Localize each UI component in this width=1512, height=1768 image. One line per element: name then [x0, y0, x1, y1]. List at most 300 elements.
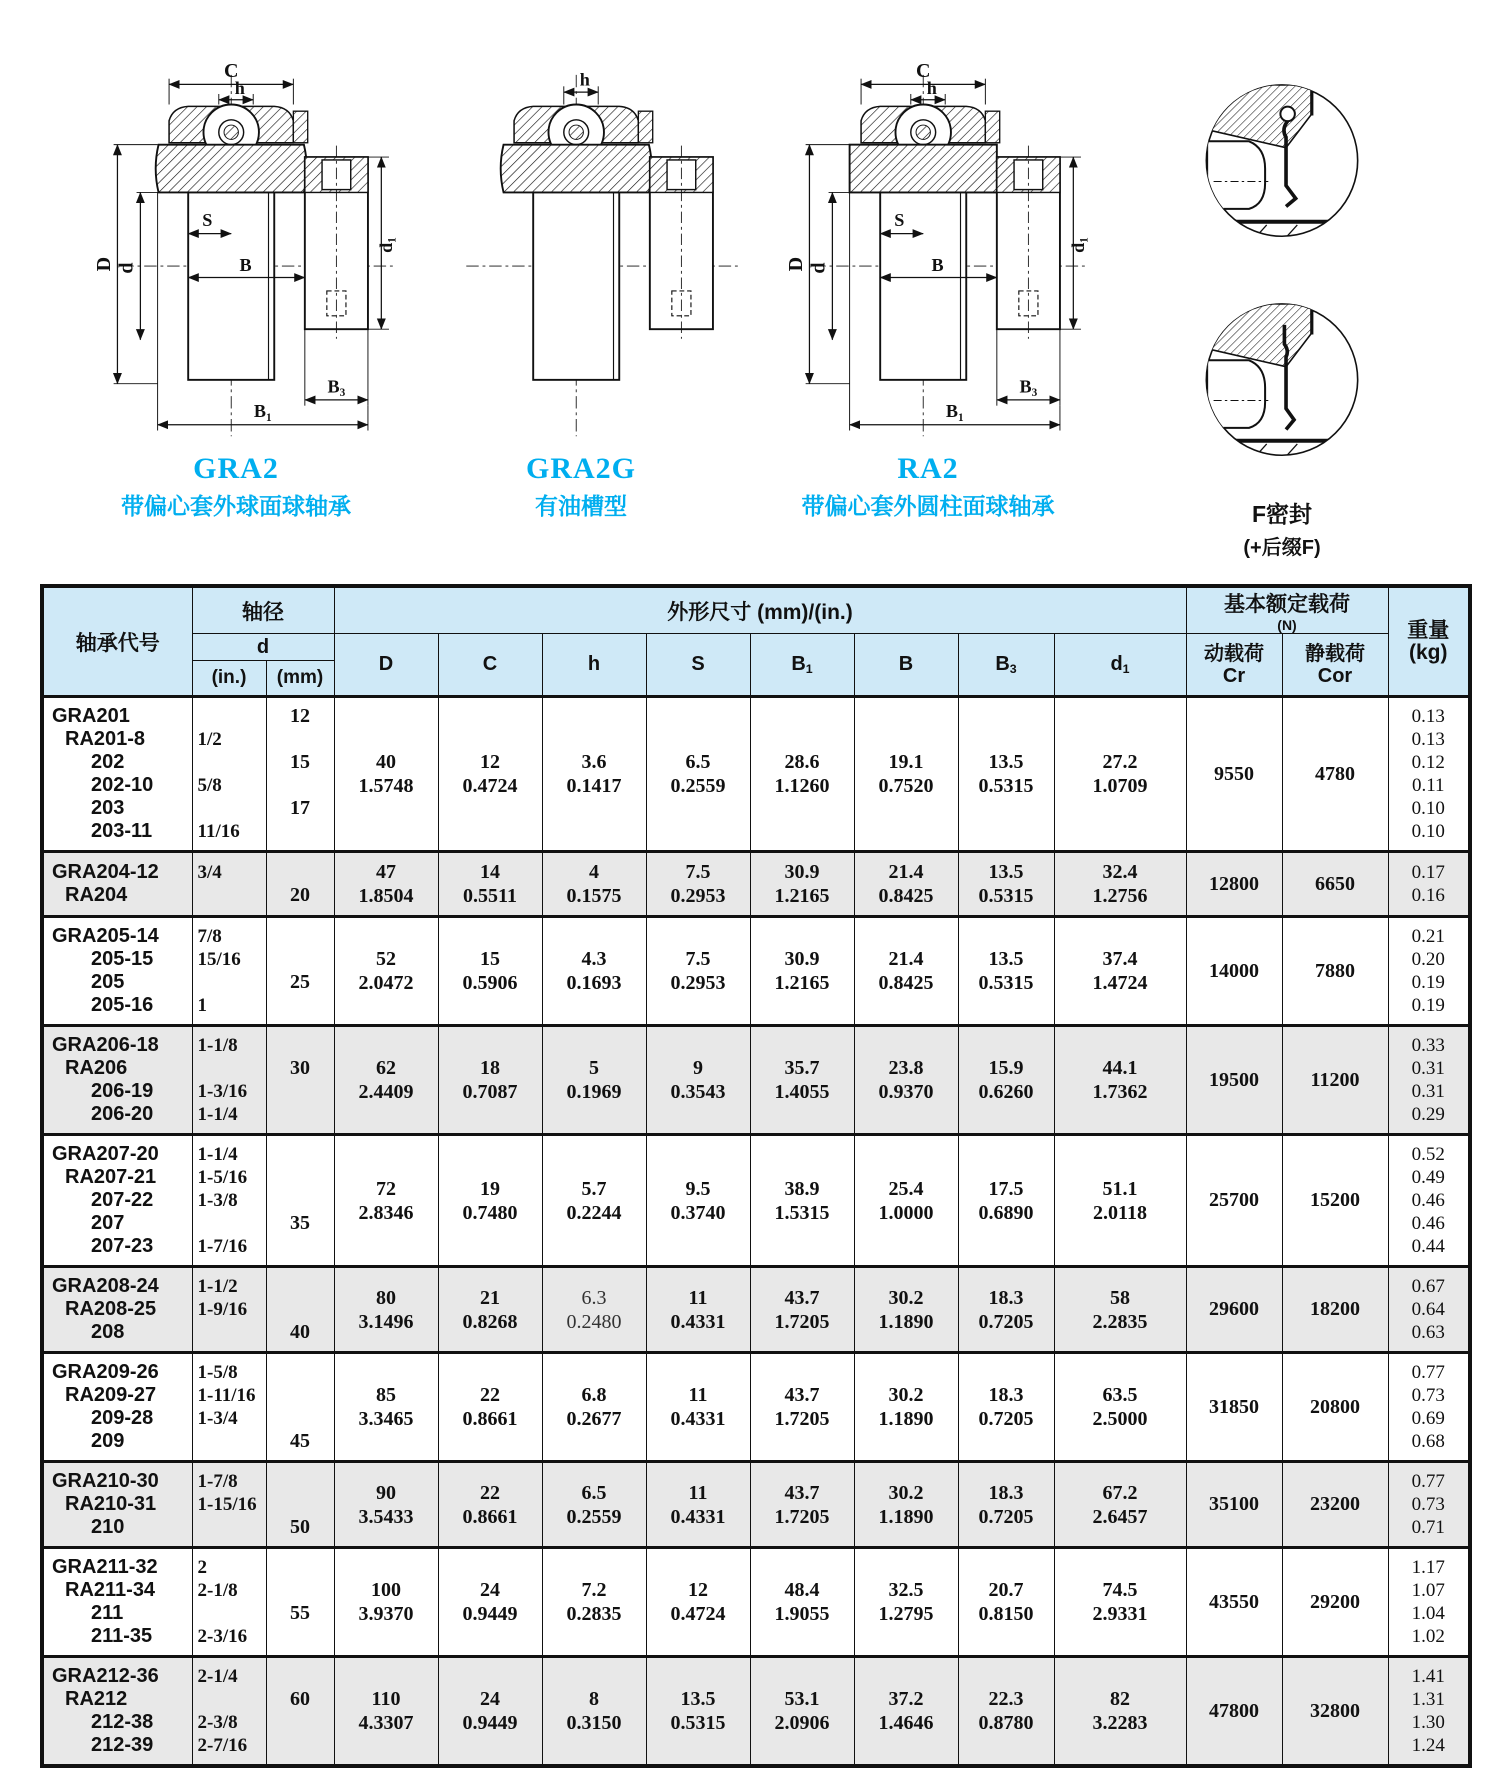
cell-dim-B [854, 1267, 958, 1353]
dim-mm: 37.2 [888, 1688, 924, 1710]
cell-line: 0.69 [1411, 1408, 1445, 1429]
dim-mm: 30.2 [888, 1286, 924, 1309]
cell-line [267, 1734, 334, 1757]
cell-line: 55 [290, 1602, 310, 1624]
dim-mm: 6.3 [581, 1286, 607, 1309]
cell-line: 1-5/16 [197, 1167, 248, 1188]
cell-dynamic-load-cr: 47800 [1186, 1657, 1282, 1767]
svg-text:d: d [115, 262, 138, 274]
cell-line: 0.46 [1411, 1190, 1445, 1211]
dim-mm: 51.1 [1102, 1177, 1138, 1200]
cell-line: RA206 [65, 1057, 128, 1079]
dim-in: 1.7362 [1092, 1081, 1148, 1103]
dim-in: 0.5906 [462, 972, 518, 994]
dim-in: 1.2165 [774, 885, 830, 907]
table-row-group-GRA207-20 [42, 1135, 1470, 1267]
figure-code-label: GRA2 [193, 452, 279, 485]
cell-line: 1/2 [197, 729, 222, 750]
dim-mm: 13.5 [988, 861, 1024, 883]
table-row-group-GRA210-30 [42, 1462, 1470, 1548]
header-load-Cor: 静载荷 Cor [1282, 634, 1388, 697]
dim-in: 3.9370 [358, 1603, 414, 1625]
dim-in: 0.5315 [670, 1712, 726, 1734]
cell-line: 1-9/16 [197, 1299, 248, 1320]
cell-line [267, 994, 334, 1017]
dim-in: 3.2283 [1092, 1712, 1148, 1734]
dim-mm: 28.6 [784, 751, 820, 773]
cell-line [267, 1189, 334, 1212]
cell-dim-d1 [1054, 1267, 1186, 1353]
dim-in: 2.9331 [1092, 1603, 1148, 1625]
cell-line: 35 [290, 1212, 310, 1234]
cell-static-load-cor: 20800 [1282, 1353, 1388, 1462]
dim-in: 1.2795 [878, 1603, 934, 1625]
dim-in: 2.0472 [358, 972, 414, 994]
cell-dim-d1 [1054, 917, 1186, 1026]
dim-in: 0.7520 [878, 775, 934, 797]
dim-mm: 25.4 [888, 1177, 924, 1200]
cell-weight-kg [1388, 1267, 1470, 1353]
cell-line: 0.13 [1411, 706, 1445, 727]
cell-line [267, 861, 334, 884]
dim-mm: 44.1 [1102, 1057, 1138, 1079]
cell-weight-kg [1388, 917, 1470, 1026]
svg-text:h: h [579, 69, 590, 90]
cell-line: 2-1/8 [197, 1580, 238, 1601]
cell-line: 7/8 [197, 926, 222, 947]
dim-mm: 13.5 [680, 1688, 716, 1710]
cell-bearing-codes [42, 917, 192, 1026]
table-row-group-GRA212-36 [42, 1657, 1470, 1767]
cell-line [267, 1166, 334, 1189]
header-dim-d1: $d_1$ [1054, 634, 1186, 697]
cell-static-load-cor: 11200 [1282, 1026, 1388, 1135]
dim-in: 4.3307 [358, 1712, 414, 1734]
cell-shaft-dia-mm [266, 1026, 334, 1135]
cell-shaft-dia-mm [266, 1657, 334, 1767]
cell-line [267, 1298, 334, 1321]
cell-dim-D [334, 1462, 438, 1548]
dim-in: 0.2559 [566, 1505, 622, 1528]
cell-dim-B1 [750, 1267, 854, 1353]
cell-dim-h [542, 1026, 646, 1135]
dim-mm: 24 [480, 1579, 500, 1601]
cell-bearing-codes [42, 1026, 192, 1135]
cell-dynamic-load-cr: 29600 [1186, 1267, 1282, 1353]
cell-line: 2-7/16 [197, 1735, 248, 1756]
cell-dim-B [854, 1462, 958, 1548]
cell-shaft-dia-in [192, 1267, 266, 1353]
dim-mm: 5 [589, 1057, 599, 1079]
cell-line: 202 [91, 751, 125, 773]
dim-mm: 4 [589, 861, 599, 883]
dim-in: 0.4331 [670, 1310, 726, 1333]
cell-dim-h [542, 1657, 646, 1767]
dim-mm: 18.3 [988, 1384, 1024, 1406]
cell-dim-d1 [1054, 1353, 1186, 1462]
dim-in: 0.6260 [978, 1081, 1034, 1103]
cell-line [193, 705, 266, 728]
svg-text:B3: $B_3$ [327, 376, 346, 400]
cell-line: 5/8 [197, 775, 222, 796]
cell-line: 0.19 [1411, 972, 1445, 993]
dim-in: 0.8425 [878, 972, 934, 994]
cell-weight-kg [1388, 697, 1470, 852]
cell-line: 3/4 [197, 862, 222, 883]
cell-shaft-dia-mm [266, 697, 334, 852]
dim-in: 0.1575 [566, 885, 622, 907]
cell-line: 1.24 [1411, 1735, 1445, 1756]
cell-line: RA204 [65, 884, 128, 906]
header-dim-B3: $B_3$ [958, 634, 1054, 697]
cell-weight-kg [1388, 852, 1470, 917]
cell-dim-S [646, 1462, 750, 1548]
dim-mm: 6.8 [581, 1384, 607, 1406]
cell-line [267, 1275, 334, 1298]
cell-dim-C [438, 1657, 542, 1767]
svg-text:B1: $B_1$ [945, 401, 964, 424]
cell-dim-B3 [958, 697, 1054, 852]
cell-line: 0.31 [1411, 1081, 1445, 1102]
cell-dim-B3 [958, 1026, 1054, 1135]
table-row-group-GRA208-24 [42, 1267, 1470, 1353]
dim-in: 0.7087 [462, 1081, 518, 1103]
dim-in: 1.4724 [1092, 972, 1148, 994]
cell-line [267, 820, 334, 843]
cell-dim-D [334, 1026, 438, 1135]
seal-detail-drawing [1189, 64, 1375, 262]
cell-dim-C [438, 697, 542, 852]
cell-line: 206-20 [91, 1103, 154, 1125]
dim-mm: 7.5 [685, 861, 711, 883]
dim-mm: 19 [480, 1177, 500, 1200]
cell-line: 1.07 [1411, 1580, 1445, 1601]
dim-in: 0.1417 [566, 775, 622, 797]
cell-bearing-codes [42, 1353, 192, 1462]
header-load-Cr: 动载荷 Cr [1186, 634, 1282, 697]
dim-mm: 32.5 [888, 1579, 924, 1601]
svg-text:S: S [202, 209, 213, 230]
dim-in: 0.4724 [462, 775, 518, 797]
seal-panel [1132, 50, 1432, 560]
cell-dim-S [646, 1548, 750, 1657]
cell-line [267, 1625, 334, 1648]
cell-line: 1-3/16 [197, 1081, 248, 1102]
cell-line: 60 [290, 1688, 310, 1710]
cell-line: GRA209-26 [52, 1361, 159, 1383]
cell-line: 210 [91, 1516, 125, 1538]
cell-line [267, 1556, 334, 1579]
dim-mm: 43.7 [784, 1384, 820, 1406]
cell-line: 0.17 [1411, 862, 1445, 883]
dim-in: 1.7205 [774, 1408, 830, 1430]
cell-line: 1-5/8 [197, 1362, 238, 1383]
dim-mm: 21 [480, 1286, 500, 1309]
cell-shaft-dia-in [192, 1135, 266, 1267]
cell-static-load-cor: 32800 [1282, 1657, 1388, 1767]
cell-shaft-dia-mm [266, 917, 334, 1026]
cell-dynamic-load-cr: 31850 [1186, 1353, 1282, 1462]
dim-mm: 110 [371, 1688, 401, 1710]
cell-dim-B3 [958, 852, 1054, 917]
cell-line: 1-1/4 [197, 1104, 238, 1125]
dim-in: 0.5315 [978, 775, 1034, 797]
seal-label: F密封 [1251, 501, 1313, 527]
dim-mm: 23.8 [888, 1057, 924, 1079]
dim-in: 1.2756 [1092, 885, 1148, 907]
cell-line: 0.20 [1411, 949, 1445, 970]
cell-dim-B [854, 852, 958, 917]
header-dim-h: h [542, 634, 646, 697]
table-row-group-GRA205-14 [42, 917, 1470, 1026]
svg-text:d1: $d_1$ [375, 237, 399, 253]
dim-in: 2.8346 [358, 1201, 414, 1224]
dim-mm: 67.2 [1102, 1481, 1138, 1504]
cell-line: 30 [290, 1057, 310, 1079]
cell-static-load-cor: 15200 [1282, 1135, 1388, 1267]
cell-line: 203-11 [91, 820, 153, 842]
cell-bearing-codes [42, 852, 192, 917]
dim-mm: 18.3 [988, 1286, 1024, 1309]
cell-line: 0.52 [1411, 1144, 1445, 1165]
cell-dynamic-load-cr: 25700 [1186, 1135, 1282, 1267]
cell-line [193, 797, 266, 820]
dim-mm: 11 [688, 1481, 708, 1504]
cell-dim-B1 [750, 1353, 854, 1462]
dim-mm: 35.7 [784, 1057, 820, 1079]
figure-code-label: RA2 [897, 452, 959, 485]
cell-line [267, 1711, 334, 1734]
cell-dynamic-load-cr: 43550 [1186, 1548, 1282, 1657]
cell-weight-kg [1388, 1026, 1470, 1135]
cell-line [193, 1430, 266, 1453]
cell-dim-D [334, 1267, 438, 1353]
cell-line: GRA201 [52, 705, 130, 727]
cell-line: 0.46 [1411, 1213, 1445, 1234]
cell-dim-S [646, 917, 750, 1026]
header-weight: 重量 (kg) [1388, 586, 1470, 697]
cell-line: 207 [91, 1212, 125, 1234]
cell-shaft-dia-in [192, 852, 266, 917]
cell-line: 15/16 [197, 949, 241, 970]
cell-line: RA209-27 [65, 1384, 157, 1406]
cell-line: 25 [290, 971, 310, 993]
cell-static-load-cor: 18200 [1282, 1267, 1388, 1353]
cell-line: 1.02 [1411, 1626, 1445, 1647]
cell-line: GRA208-24 [52, 1275, 159, 1297]
cell-line: RA212 [65, 1688, 128, 1710]
cell-line: 1-11/16 [197, 1385, 256, 1406]
cell-line: 15 [290, 751, 310, 773]
dim-mm: 58 [1110, 1286, 1130, 1309]
svg-text:h: h [234, 77, 245, 98]
header-dim-B1: $B_1$ [750, 634, 854, 697]
figure-code-label: GRA2G [526, 452, 636, 485]
dim-mm: 14 [480, 861, 500, 883]
header-bearing-code: 轴承代号 [42, 586, 192, 697]
dim-in: 0.9449 [462, 1712, 518, 1734]
cell-weight-kg [1388, 1657, 1470, 1767]
cell-line: GRA207-20 [52, 1143, 159, 1165]
cell-dim-C [438, 1353, 542, 1462]
cell-line: 0.77 [1411, 1362, 1445, 1383]
cell-dynamic-load-cr: 12800 [1186, 852, 1282, 917]
dim-mm: 13.5 [988, 751, 1024, 773]
cell-dim-B1 [750, 852, 854, 917]
figure-ra2 [742, 50, 1114, 521]
cell-line: 1.04 [1411, 1603, 1445, 1624]
seal-sublabel: (+后缀F) [1243, 537, 1321, 559]
cell-dim-B1 [750, 1135, 854, 1267]
cell-line [193, 971, 266, 994]
dim-mm: 22 [480, 1481, 500, 1504]
dim-mm: 22 [480, 1384, 500, 1406]
cell-static-load-cor: 4780 [1282, 697, 1388, 852]
dim-in: 2.2835 [1092, 1310, 1148, 1333]
header-dim-S: S [646, 634, 750, 697]
cell-line: 20 [290, 884, 310, 906]
dim-mm: 7.5 [685, 948, 711, 970]
cell-dim-D [334, 917, 438, 1026]
dim-mm: 18.3 [988, 1481, 1024, 1504]
dim-in: 0.2244 [566, 1201, 622, 1224]
cell-dim-B3 [958, 917, 1054, 1026]
cell-line: RA208-25 [65, 1298, 157, 1320]
cell-line [267, 728, 334, 751]
cell-dim-B [854, 1548, 958, 1657]
cell-dim-B1 [750, 1548, 854, 1657]
dim-in: 1.0000 [878, 1201, 934, 1224]
cell-shaft-dia-mm [266, 1462, 334, 1548]
dim-in: 1.5748 [358, 775, 414, 797]
cell-line [193, 884, 266, 907]
cell-line: 0.21 [1411, 926, 1445, 947]
svg-text:D: D [92, 256, 115, 272]
cell-dynamic-load-cr: 9550 [1186, 697, 1282, 852]
cell-static-load-cor: 6650 [1282, 852, 1388, 917]
cell-shaft-dia-in [192, 1026, 266, 1135]
dim-mm: 30.2 [888, 1481, 924, 1504]
bearing-drawing-gra2g [416, 50, 746, 442]
cell-line: 1-1/4 [197, 1144, 238, 1165]
cell-shaft-dia-mm [266, 852, 334, 917]
dim-in: 0.2559 [670, 775, 726, 797]
cell-dim-h [542, 1548, 646, 1657]
svg-text:B: B [239, 254, 252, 275]
header-d: d [192, 634, 334, 661]
cell-shaft-dia-in [192, 1548, 266, 1657]
dim-mm: 21.4 [888, 948, 924, 970]
cell-line: 0.10 [1411, 821, 1445, 842]
cell-line: 211 [91, 1602, 124, 1624]
cell-weight-kg [1388, 1135, 1470, 1267]
cell-line: 205 [91, 971, 125, 993]
dim-in: 0.4724 [670, 1603, 726, 1625]
cell-line: 1-1/2 [197, 1276, 238, 1297]
cell-dim-d1 [1054, 697, 1186, 852]
header-dim-B: B [854, 634, 958, 697]
dim-mm: 85 [376, 1384, 396, 1406]
dim-in: 0.1693 [566, 972, 622, 994]
dim-in: 0.5315 [978, 885, 1034, 907]
svg-text:S: S [894, 209, 905, 230]
dim-mm: 80 [376, 1286, 396, 1309]
bearing-drawing-gra2 [71, 50, 401, 442]
header-shaft-diameter: 轴径 [192, 586, 334, 634]
dim-mm: 53.1 [784, 1688, 820, 1710]
dim-mm: 27.2 [1102, 751, 1138, 773]
cell-line [267, 1080, 334, 1103]
dim-mm: 9 [693, 1057, 703, 1079]
cell-shaft-dia-in [192, 697, 266, 852]
figure-gra2 [52, 50, 420, 521]
cell-dim-B3 [958, 1267, 1054, 1353]
dim-mm: 90 [376, 1481, 396, 1504]
cell-line: 209 [91, 1430, 125, 1452]
cell-line: 207-22 [91, 1189, 154, 1211]
dim-mm: 48.4 [784, 1579, 820, 1601]
cell-line: 0.73 [1411, 1385, 1445, 1406]
cell-dim-d1 [1054, 1657, 1186, 1767]
cell-line: GRA210-30 [52, 1470, 159, 1492]
bearing-drawing-ra2 [763, 50, 1093, 442]
cell-line: 202-10 [91, 774, 154, 796]
dim-mm: 12 [480, 751, 500, 773]
cell-dim-d1 [1054, 1462, 1186, 1548]
dim-mm: 40 [376, 751, 396, 773]
cell-line [267, 1579, 334, 1602]
cell-dim-C [438, 1462, 542, 1548]
cell-bearing-codes [42, 1548, 192, 1657]
cell-line: 2-1/4 [197, 1666, 238, 1687]
cell-line [267, 1665, 334, 1688]
cell-dim-B1 [750, 917, 854, 1026]
cell-dim-C [438, 1135, 542, 1267]
dim-in: 0.3150 [566, 1712, 622, 1734]
dim-in: 0.1969 [566, 1081, 622, 1103]
dim-mm: 30.2 [888, 1384, 924, 1406]
cell-shaft-dia-mm [266, 1267, 334, 1353]
cell-dim-h [542, 1267, 646, 1353]
cell-line: GRA212-36 [52, 1665, 159, 1687]
dim-in: 0.3740 [670, 1201, 726, 1224]
cell-line: 0.77 [1411, 1471, 1445, 1492]
cell-line [267, 1361, 334, 1384]
cell-line: 0.10 [1411, 798, 1445, 819]
cell-line: 207-23 [91, 1235, 154, 1257]
dim-mm: 17.5 [988, 1177, 1024, 1200]
cell-line [267, 774, 334, 797]
cell-line: 203 [91, 797, 125, 819]
dim-mm: 6.5 [581, 1481, 607, 1504]
cell-line: GRA205-14 [52, 925, 159, 947]
dim-mm: 62 [376, 1057, 396, 1079]
cell-dim-d1 [1054, 852, 1186, 917]
cell-shaft-dia-in [192, 917, 266, 1026]
cell-static-load-cor: 29200 [1282, 1548, 1388, 1657]
dim-in: 0.8268 [462, 1310, 518, 1333]
cell-line [267, 925, 334, 948]
cell-dim-B [854, 1657, 958, 1767]
cell-line: 0.67 [1411, 1276, 1445, 1297]
header-mm: (mm) [266, 661, 334, 697]
dim-mm: 11 [688, 1286, 708, 1309]
dim-in: 0.5315 [978, 972, 1034, 994]
cell-line: 208 [91, 1321, 125, 1343]
cell-line: 0.63 [1411, 1322, 1445, 1343]
dim-in: 0.8780 [978, 1712, 1034, 1734]
cell-line: 45 [290, 1430, 310, 1452]
